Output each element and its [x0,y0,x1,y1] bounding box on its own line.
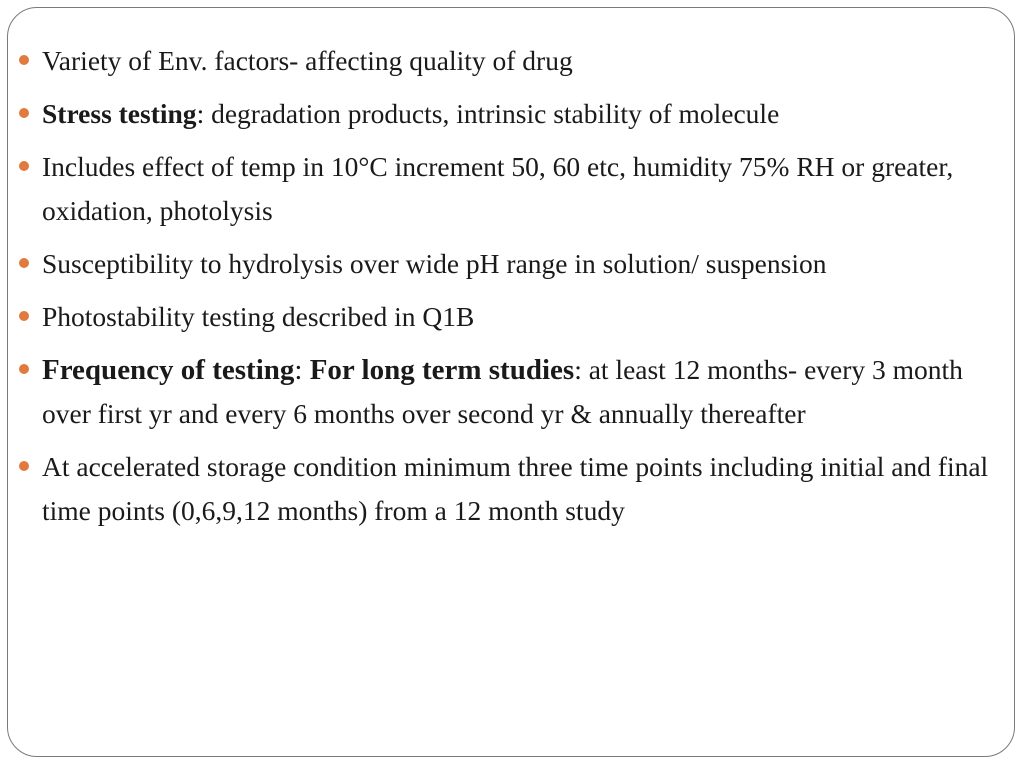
bullet-hydrolysis [18,242,1003,286]
bullet-stress-testing [18,92,1003,136]
bullet-text: Variety of Env. factors- affecting quality of drug [42,45,573,76]
bullet-frequency-testing [18,348,1003,436]
bullet-text: Susceptibility to hydrolysis over wide pH range in solution/ suspension [42,248,827,279]
bullet-dot-icon [19,108,29,118]
bullet-text: Photostability testing described in Q1B [42,301,475,332]
bullet-dot-icon [19,161,29,171]
bullet-dot-icon [19,461,29,471]
bullet-dot-icon [19,364,29,374]
bullet-bold-term: Stress testing [42,98,197,129]
slide-frame [7,7,1015,757]
bullet-dot-icon [19,311,29,321]
bullet-dot-icon [19,258,29,268]
bullet-list [18,39,1003,542]
bullet-photostability [18,295,1003,339]
bullet-bold-term: Frequency of testing [42,354,295,386]
bullet-accelerated-storage [18,445,1003,533]
bullet-text: : degradation products, intrinsic stability of molecule [196,98,780,129]
bullet-dot-icon [19,55,29,65]
bullet-bold-term-2: For long term studies [309,354,575,386]
bullet-text: Includes effect of temp in 10°C increment 50, 60 etc, humidity 75% RH or greater, oxidation, photolysis [42,151,954,226]
bullet-text: At accelerated storage condition minimum three time points including initial and final time points (0,6,9,12 months) from a 12 month study [42,451,989,526]
bullet-text: : at least 12 months- every 3 month over first yr and every 6 months over second yr & annually thereafter [42,354,963,429]
bullet-env-factors [18,39,1003,83]
bullet-text-separator: : [294,354,310,386]
bullet-temp-effect [18,145,1003,233]
